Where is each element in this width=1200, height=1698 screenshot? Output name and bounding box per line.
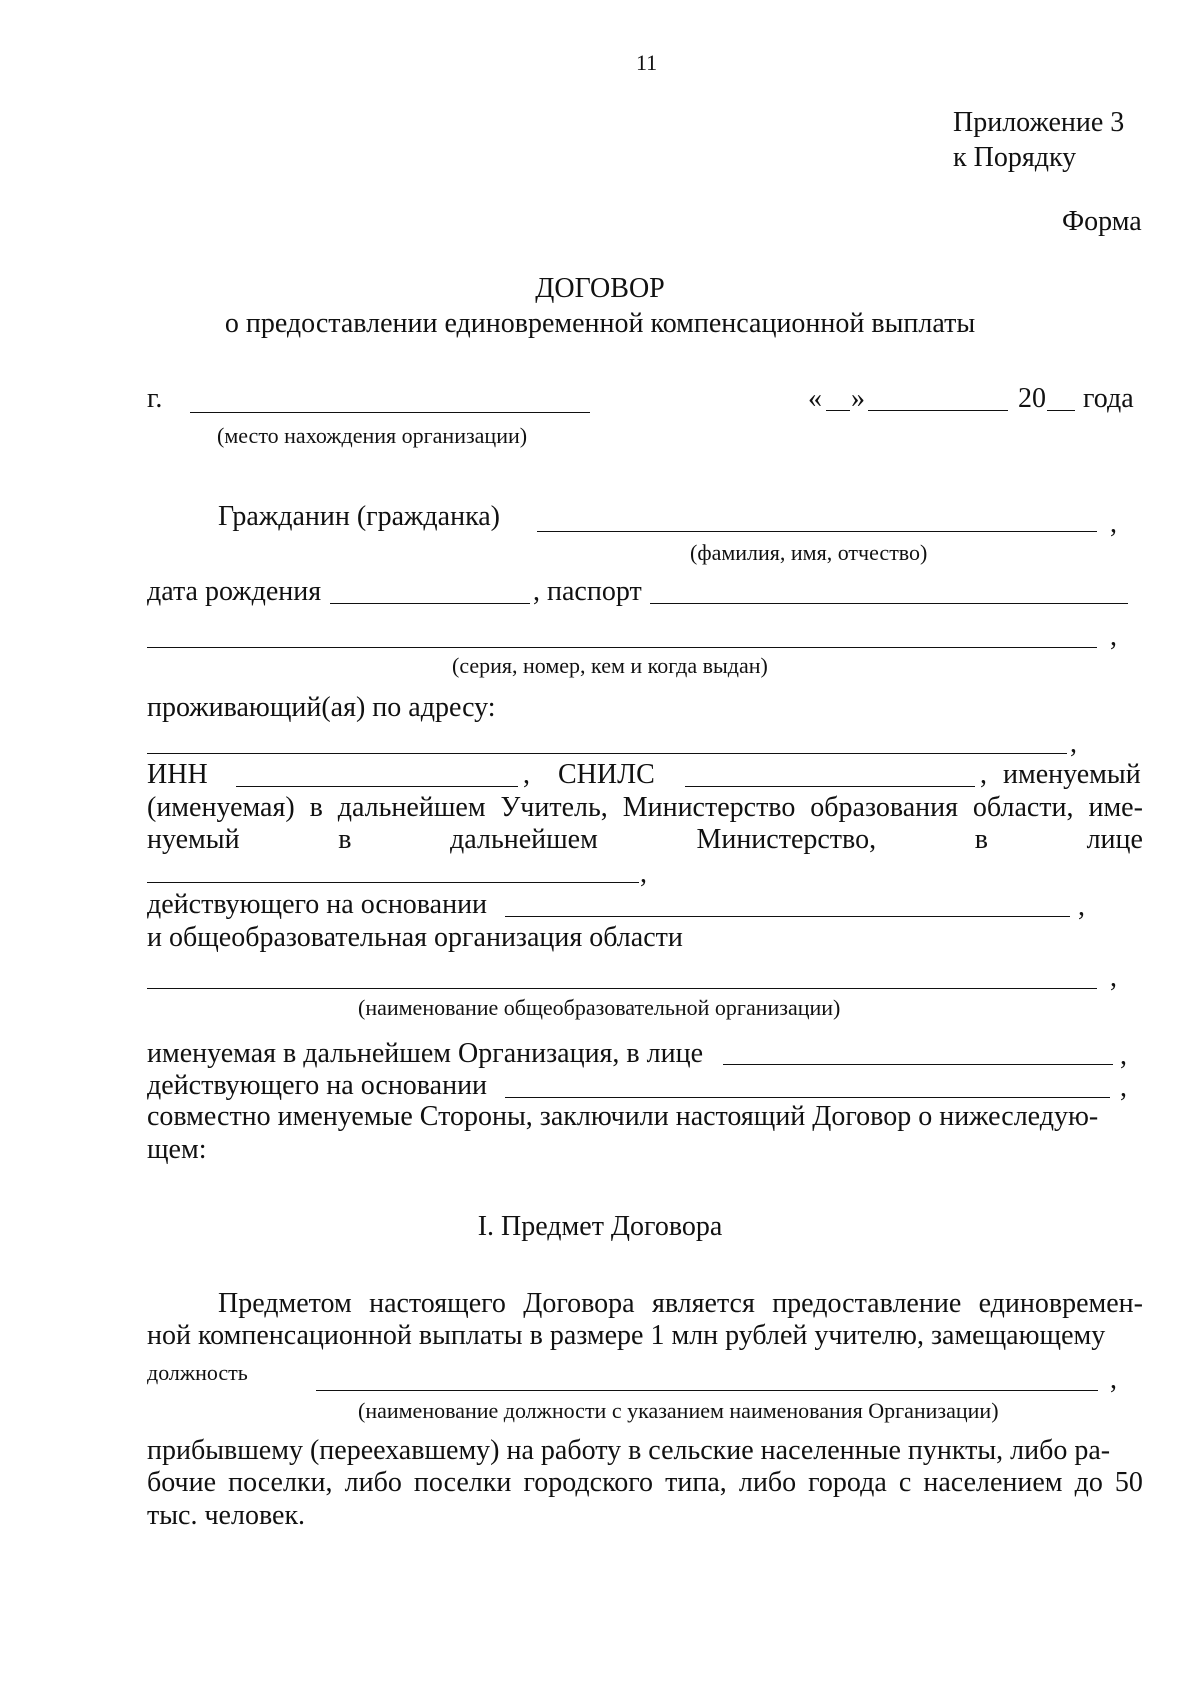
inn-field[interactable]	[236, 786, 518, 787]
year-prefix: 20	[1018, 383, 1046, 414]
organization-caption: (наименование общеобразовательной организации)	[358, 995, 841, 1020]
date-open-quote: «	[808, 383, 822, 414]
comma: ,	[1110, 962, 1117, 993]
inn-label: ИНН	[147, 759, 208, 790]
comma: ,	[1078, 891, 1085, 922]
order-reference: к Порядку	[953, 142, 1077, 173]
snils-label: СНИЛС	[558, 759, 655, 790]
year-suffix: года	[1083, 383, 1134, 414]
address-field[interactable]	[147, 753, 1067, 754]
month-field[interactable]	[868, 410, 1008, 411]
fio-field[interactable]	[537, 531, 1097, 532]
parties-line: совместно именуемые Стороны, заключили настоящий Договор о нижеследую-	[147, 1101, 1099, 1132]
ministry-line: нуемый в дальнейшем Министерство, в лице	[147, 824, 1143, 855]
position-label: должность	[147, 1360, 248, 1385]
birth-date-field[interactable]	[330, 603, 530, 604]
organization-field[interactable]	[147, 988, 1097, 989]
position-caption: (наименование должности с указанием наименования Организации)	[358, 1398, 999, 1423]
day-field[interactable]	[826, 410, 850, 411]
organization-acting-basis-field[interactable]	[505, 1097, 1110, 1098]
document-title: ДОГОВОР	[535, 273, 665, 304]
subject-line-1: Предметом настоящего Договора является предоставление единовремен-	[218, 1288, 1143, 1319]
document-subtitle: о предоставлении единовременной компенсационной выплаты	[224, 308, 976, 339]
citizen-label: Гражданин (гражданка)	[218, 501, 500, 532]
acting-basis-label: действующего на основании	[147, 889, 488, 920]
snils-field[interactable]	[685, 786, 975, 787]
comma: ,	[1120, 1072, 1127, 1103]
city-field[interactable]	[190, 412, 590, 413]
position-field[interactable]	[316, 1390, 1098, 1391]
comma: ,	[1110, 1364, 1117, 1395]
subject-line-2: ной компенсационной выплаты в размере 1 млн рублей учителю, замещающему	[147, 1320, 1106, 1351]
named-word: именуемый	[1003, 759, 1141, 790]
section-heading: I. Предмет Договора	[477, 1211, 723, 1242]
acting-basis-label-2: действующего на основании	[147, 1070, 488, 1101]
year-field[interactable]	[1047, 410, 1075, 411]
comma: ,	[980, 759, 987, 790]
comma: ,	[640, 858, 647, 889]
address-label: проживающий(ая) по адресу:	[147, 692, 496, 723]
city-caption: (место нахождения организации)	[217, 423, 528, 448]
city-prefix: г.	[147, 383, 163, 414]
date-close-quote: »	[851, 383, 865, 414]
passport-caption: (серия, номер, кем и когда выдан)	[452, 653, 768, 678]
passport-label: , паспорт	[533, 576, 642, 607]
comma: ,	[1110, 621, 1117, 652]
form-label: Форма	[1062, 206, 1142, 237]
ministry-representative-field[interactable]	[147, 882, 639, 883]
passport-continuation-field[interactable]	[147, 647, 1097, 648]
ministry-acting-basis-field[interactable]	[505, 916, 1070, 917]
comma: ,	[523, 759, 530, 790]
birth-date-label: дата рождения	[147, 576, 322, 607]
fio-caption: (фамилия, имя, отчество)	[690, 540, 928, 565]
appendix-label: Приложение 3	[953, 107, 1125, 138]
subject-line-4: бочие поселки, либо поселки городского типа, либо города с населением до 50	[147, 1467, 1143, 1498]
comma: ,	[1120, 1040, 1127, 1071]
parties-line-end: щем:	[147, 1134, 207, 1165]
subject-line-3: прибывшему (переехавшему) на работу в сельские населенные пункты, либо ра-	[147, 1435, 1111, 1466]
subject-line-5: тыс. человек.	[147, 1500, 306, 1531]
page-number: 11	[636, 50, 658, 75]
named-teacher-line: (именуемая) в дальнейшем Учитель, Министерство образования области, име-	[147, 792, 1143, 823]
organization-named-label: именуемая в дальнейшем Организация, в лице	[147, 1038, 704, 1069]
comma: ,	[1110, 508, 1117, 539]
passport-field[interactable]	[650, 603, 1128, 604]
comma: ,	[1070, 728, 1077, 759]
organization-representative-field[interactable]	[723, 1064, 1113, 1065]
organization-label: и общеобразовательная организация области	[147, 922, 683, 953]
